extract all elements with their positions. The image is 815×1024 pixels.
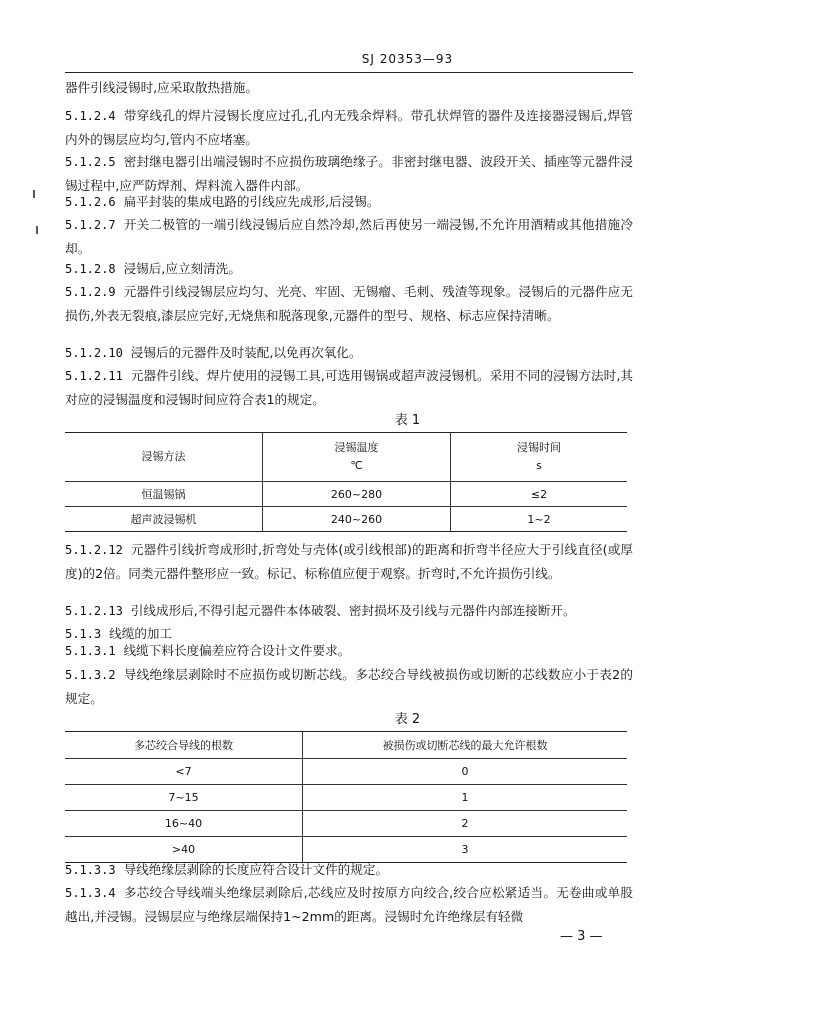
table-cell: <7 [65,759,303,785]
table-cell: 16~40 [65,811,303,837]
clause-5-1-2-8: 5.1.2.8 浸锡后,应立刻清洗。 [65,261,241,276]
clause-5-1-2-7: 5.1.2.7 开关二极管的一端引线浸锡后应自然冷却,然后再使另一端浸锡,不允许用酒精或其他措施冷却。 [65,217,633,256]
table-cell: 7~15 [65,785,303,811]
table-header-row [65,732,627,759]
table-cell: 1~2 [451,507,628,532]
table-row [65,811,627,837]
clause-5-1-3-2: 5.1.3.2 导线绝缘层剥除时不应损伤或切断芯线。多芯绞合导线被损伤或切断的芯线数应小于表2的规定。 [65,667,633,706]
table-header-cell: 浸锡温度 ℃ [263,433,451,482]
table-row [65,482,627,507]
table-cell: 0 [303,759,628,785]
table-cell: >40 [171,843,196,856]
document-header: SJ 20353—93 [361,52,454,66]
table-cell: 1 [303,785,628,811]
table-cell: 恒温锡锅 [65,482,263,507]
table-header-cell: 浸锡方法 [65,433,263,482]
table-2 [65,731,627,863]
table-header-cell: 浸锡时间 s [451,433,628,482]
clause-5-1-2-10: 5.1.2.10 浸锡后的元器件及时装配,以免再次氧化。 [65,345,362,360]
table-header-cell: 多芯绞合导线的根数 [65,732,303,759]
page-number: — 3 — [560,929,603,944]
paragraph-continuation: 器件引线浸锡时,应采取散热措施。 [65,80,258,95]
table-header-row [65,433,627,482]
table-cell: 超声波浸锡机 [130,513,197,526]
table-cell: ≤2 [451,482,628,507]
clause-5-1-2-5: 5.1.2.5 密封继电器引出端浸锡时不应损伤玻璃绝缘子。非密封继电器、波段开关、插座等元器件浸锡过程中,应严防焊剂、焊料流入器件内部。 [65,154,633,193]
table-2-caption: 表 2 [394,712,421,727]
table-cell: 240~260 [263,507,451,532]
clause-5-1-2-4: 5.1.2.4 带穿线孔的焊片浸锡长度应过孔,孔内无残余焊料。带孔状焊管的器件及连接器浸锡后,焊管内外的锡层应均匀,管内不应堵塞。 [65,108,633,147]
table-cell: 3 [303,837,628,863]
clause-5-1-2-6: 5.1.2.6 扁平封装的集成电路的引线应先成形,后浸锡。 [65,194,380,209]
clause-5-1-3-4: 5.1.3.4 多芯绞合导线端头绝缘层剥除后,芯线应及时按原方向绞合,绞合应松紧适当。无卷曲或单股越出,并浸锡。浸锡层应与绝缘层端保持1~2mm的距离。浸锡时允许绝缘层有轻微 [65,885,633,924]
clause-5-1-3: 5.1.3 线缆的加工 [65,626,173,641]
clause-5-1-2-11: 5.1.2.11 元器件引线、焊片使用的浸锡工具,可选用锡锅或超声波浸锡机。采用不同的浸锡方法时,其对应的浸锡温度和浸锡时间应符合表1的规定。 [65,368,633,407]
table-1 [65,432,627,532]
clause-5-1-2-9: 5.1.2.9 元器件引线浸锡层应均匀、光亮、牢固、无锡瘤、毛刺、残渣等现象。浸锡后的元器件应无损伤,外表无裂痕,漆层应完好,无烧焦和脱落现象,元器件的型号、规格、标志应保持清晰。 [65,284,633,323]
table-cell: 2 [303,811,628,837]
table-header-cell: 被损伤或切断芯线的最大允许根数 [303,732,628,759]
clause-5-1-3-3: 5.1.3.3 导线绝缘层剥除的长度应符合设计文件的规定。 [65,862,389,877]
table-row [65,785,627,811]
header-rule [65,72,633,73]
table-cell: 260~280 [263,482,451,507]
table-row [65,759,627,785]
scan-mark [36,226,38,234]
clause-5-1-2-12: 5.1.2.12 元器件引线折弯成形时,折弯处与壳体(或引线根部)的距离和折弯半径应大于引线直径(或厚度)的2倍。同类元器件整形应一致。标记、标称值应便于观察。折弯时,不允许损伤引线。 [65,542,633,581]
clause-5-1-3-1: 5.1.3.1 线缆下料长度偏差应符合设计文件要求。 [65,643,351,658]
scan-mark [33,190,35,198]
table-1-caption: 表 1 [394,413,421,428]
clause-5-1-2-13: 5.1.2.13 引线成形后,不得引起元器件本体破裂、密封损坏及引线与元器件内部连接断开。 [65,603,576,618]
table-row [65,507,627,532]
